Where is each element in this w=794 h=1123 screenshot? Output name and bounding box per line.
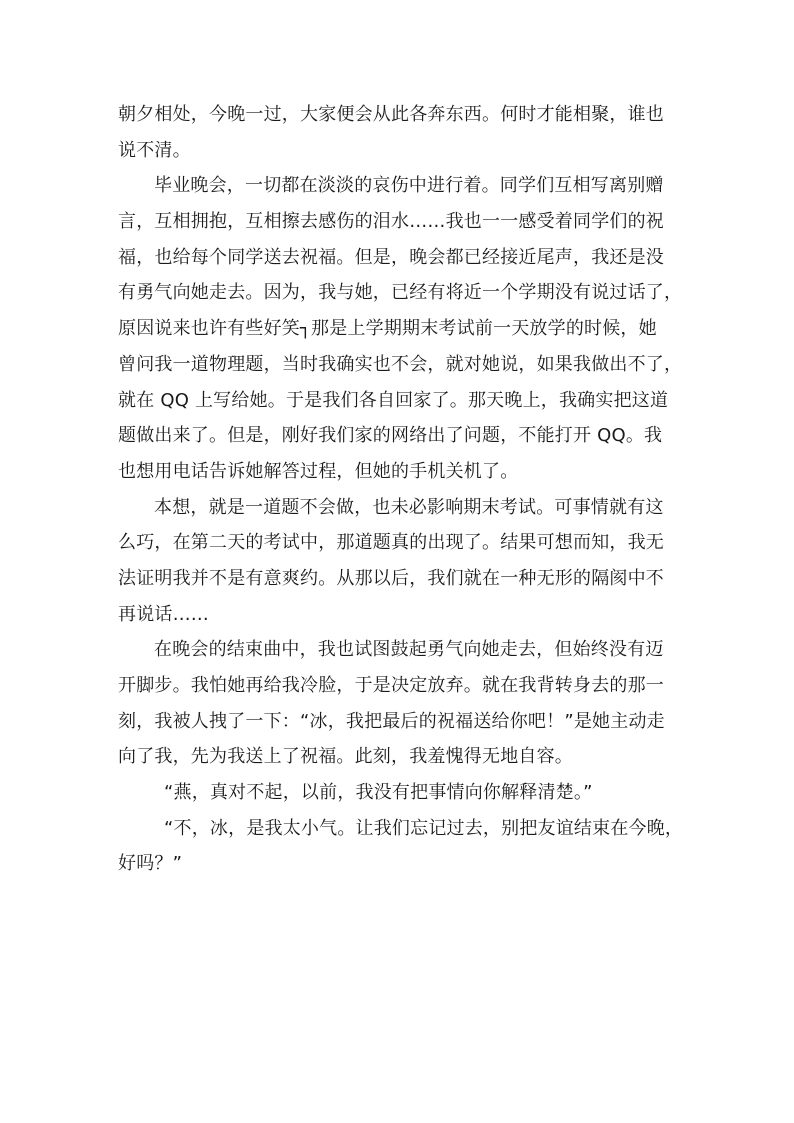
text-line: 向了我，先为我送上了祝福。此刻，我羞愧得无地自容。 [118, 746, 573, 768]
text-line: 在晚会的结束曲中，我也试图鼓起勇气向她走去，但始终没有迈 [154, 639, 664, 661]
text-line: 曾问我一道物理题，当时我确实也不会，就对她说，如果我做出不了， [118, 353, 683, 375]
text-line: 刻，我被人拽了一下：“冰，我把最后的祝福送给你吧！”是她主动走 [118, 710, 665, 732]
text-line: 福，也给每个同学送去祝福。但是，晚会都已经接近尾声，我还是没 [118, 246, 664, 268]
text-line: 就在 QQ 上写给她。于是我们各自回家了。那天晚上，我确实把这道 [118, 389, 669, 411]
text-line: 朝夕相处，今晚一过，大家便会从此各奔东西。何时才能相聚，谁也 [118, 104, 664, 125]
text-line: “燕，真对不起，以前，我没有把事情向你解释清楚。” [164, 782, 593, 804]
text-line: 也想用电话告诉她解答过程，但她的手机关机了。 [118, 460, 519, 482]
text-line: 么巧，在第二天的考试中，那道题真的出现了。结果可想而知，我无 [118, 532, 664, 554]
body-text [118, 97, 688, 882]
text-line: 原因说来也许有些好笑┐那是上学期期末考试前一天放学的时候，她 [118, 318, 657, 340]
text-line: 题做出来了。但是，刚好我们家的网络出了问题，不能打开 QQ。我 [118, 425, 663, 447]
text-line: “不，冰，是我太小气。让我们忘记过去，别把友谊结束在今晚， [164, 817, 684, 839]
text-line: 开脚步。我怕她再给我冷脸，于是决定放弃。就在我背转身去的那一 [118, 675, 664, 696]
text-line: 再说话…… [118, 603, 209, 625]
text-line: 说不清。 [118, 139, 191, 161]
text-line: 法证明我并不是有意爽约。从那以后，我们就在一种无形的隔阂中不 [118, 567, 664, 589]
text-line: 有勇气向她走去。因为，我与她，已经有将近一个学期没有说过话了， [118, 282, 683, 304]
text-line: 本想，就是一道题不会做，也未必影响期末考试。可事情就有这 [154, 496, 664, 518]
text-line: 好吗？” [118, 853, 183, 875]
text-line: 言，互相拥抱，互相擦去感伤的泪水……我也一一感受着同学们的祝 [118, 211, 664, 233]
text-line: 毕业晚会，一切都在淡淡的哀伤中进行着。同学们互相写离别赠 [154, 175, 664, 197]
